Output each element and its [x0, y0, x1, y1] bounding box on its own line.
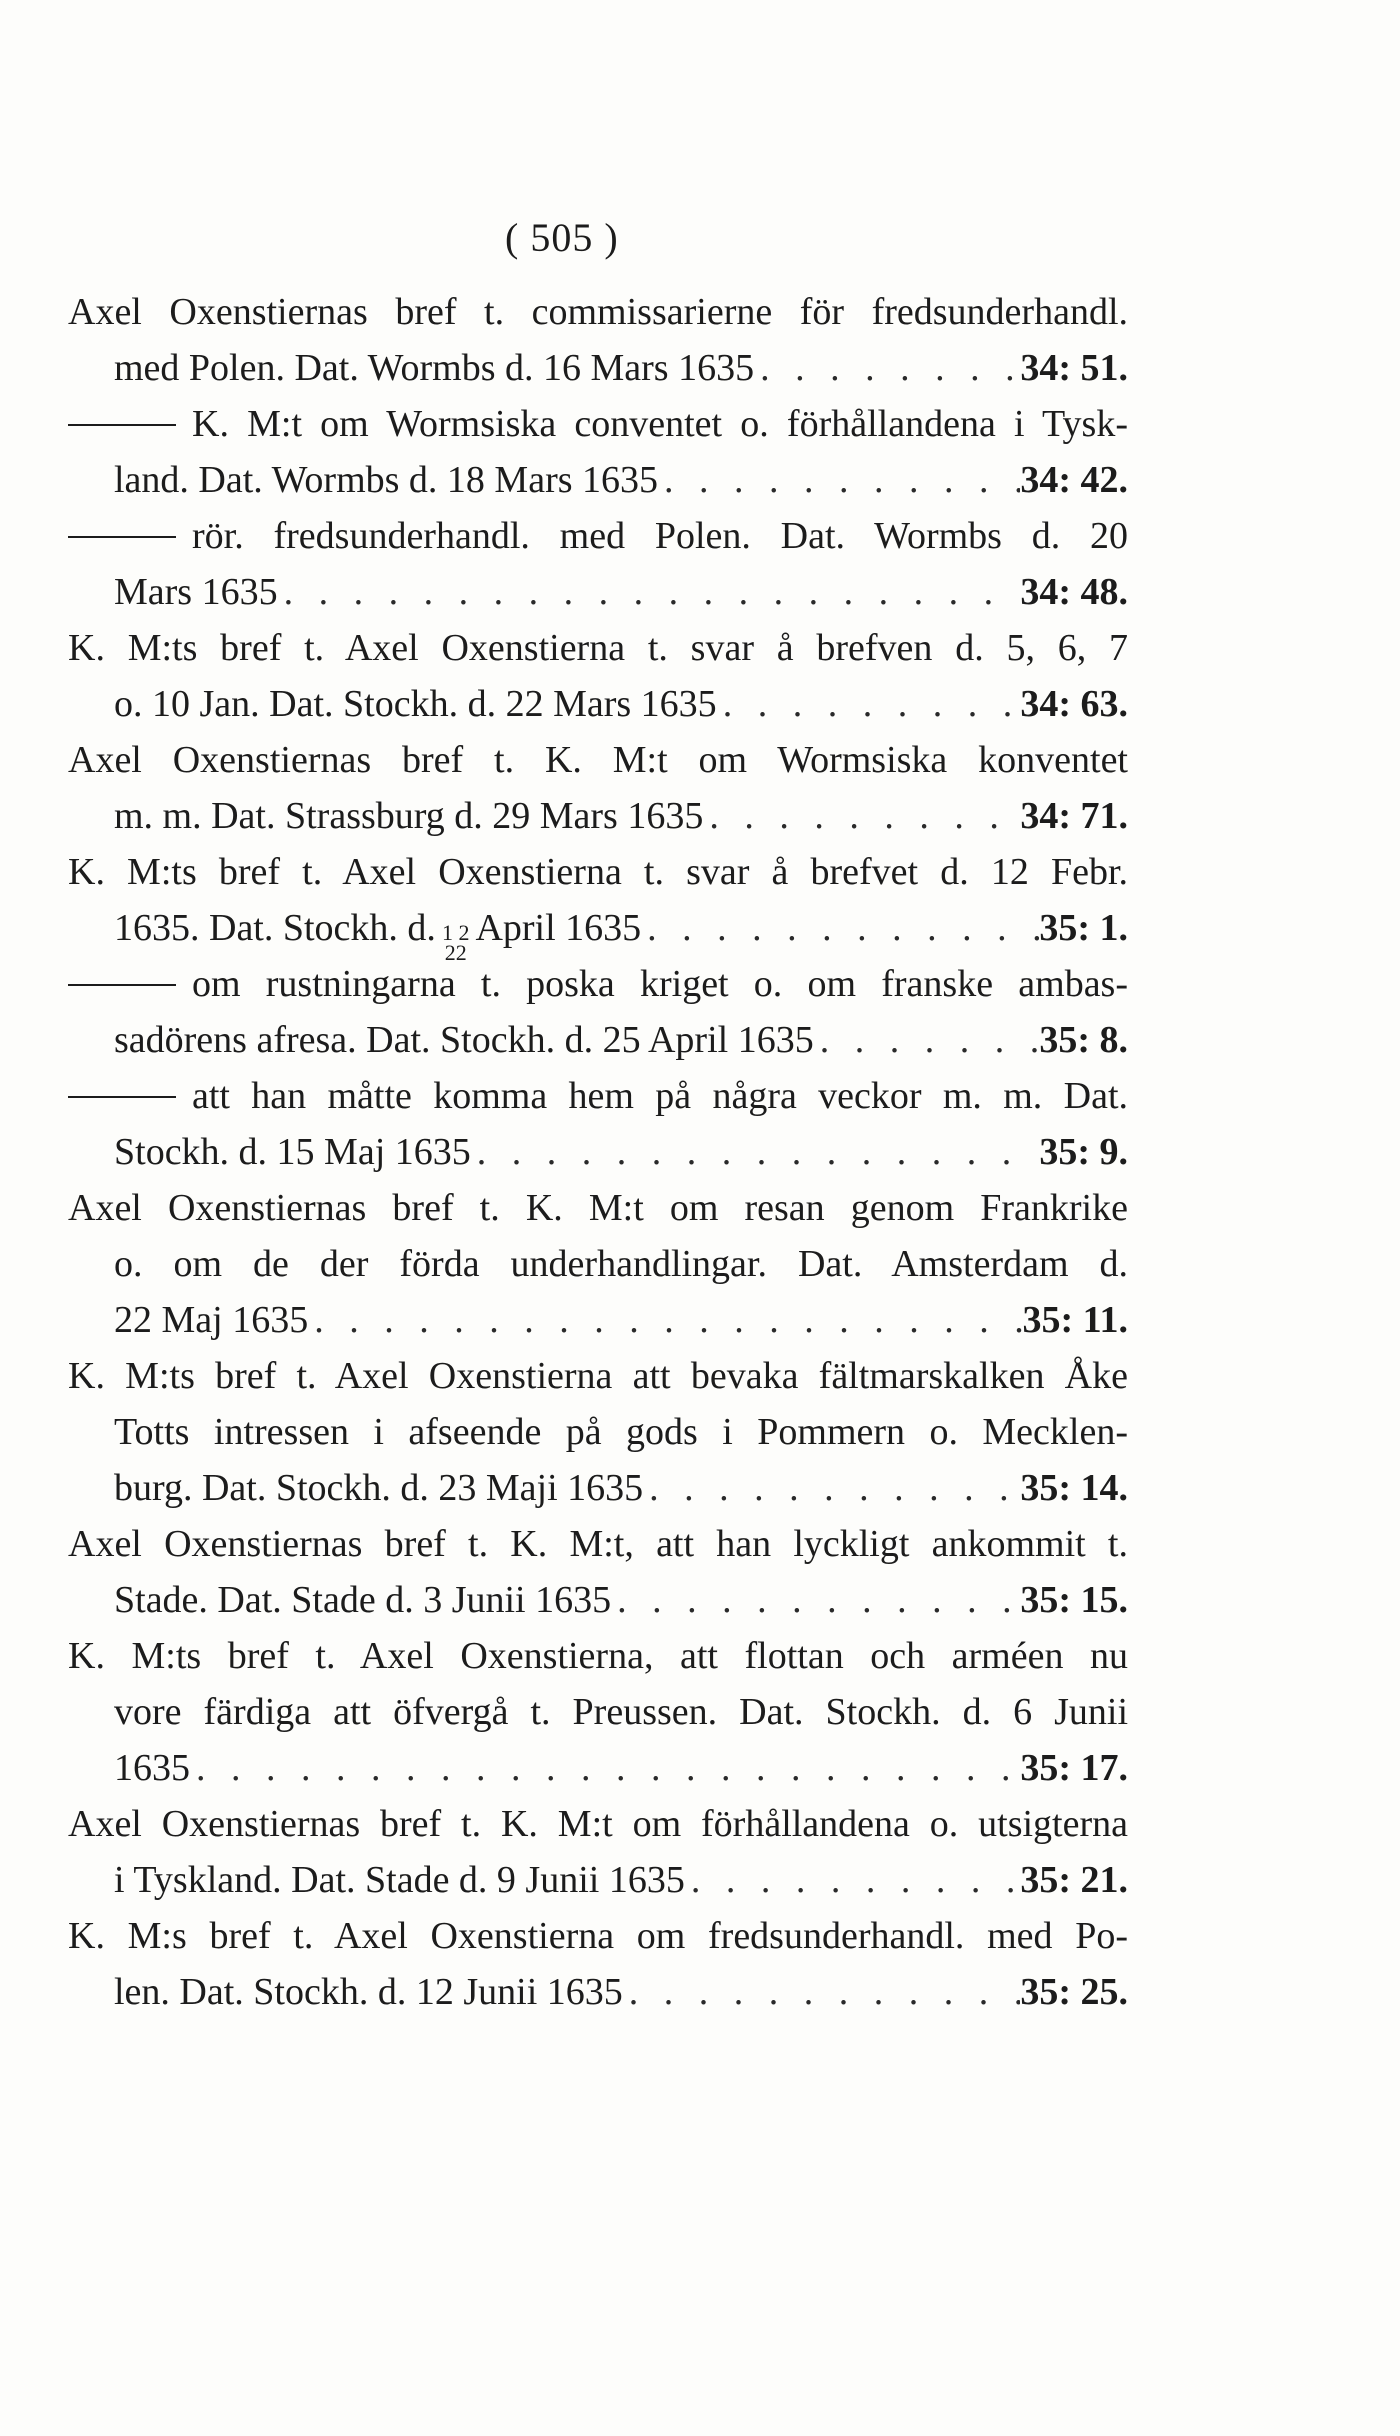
entry-text: Mars 1635: [114, 571, 278, 613]
register-line: [68, 794, 1128, 850]
entry-text: K. M:ts bref t. Axel Oxenstierna att bevaka fältmarskalken Åke: [68, 1355, 1128, 1397]
fraction-bottom: 22: [444, 940, 467, 962]
page-reference: 35: 9.: [1039, 1131, 1128, 1173]
page-reference: 35: 14.: [1020, 1467, 1128, 1509]
dot-leader: [703, 794, 1020, 838]
dot-leader: [308, 1298, 1022, 1342]
page-reference: 35: 25.: [1020, 1971, 1128, 2013]
register-line: [68, 1410, 1128, 1466]
register-line: [68, 570, 1128, 626]
entry-text: Totts intressen i afseende på gods i Pommern o. Mecklen-: [114, 1411, 1128, 1453]
register-line: [68, 1466, 1128, 1522]
register-line: [68, 1690, 1128, 1746]
entry-text: 22 Maj 1635: [114, 1299, 309, 1341]
page-reference: 34: 63.: [1020, 683, 1128, 725]
date-fraction: [441, 920, 470, 962]
entry-text: Axel Oxenstiernas bref t. K. M:t om Wormsiska konventet: [68, 739, 1128, 781]
register-line: [68, 346, 1128, 402]
page-reference: 35: 1.: [1039, 907, 1128, 949]
page-reference: 34: 71.: [1020, 795, 1128, 837]
register-line: [68, 626, 1128, 682]
dot-leader: [611, 1578, 1020, 1622]
entry-text: K. M:ts bref t. Axel Oxenstierna, att flottan och arméen nu: [68, 1635, 1128, 1677]
ditto-dash: [68, 984, 176, 986]
register-line: [68, 402, 1128, 458]
entry-text: Axel Oxenstiernas bref t. commissarierne för fredsunderhandl.: [68, 291, 1128, 333]
register-entries: [68, 290, 1128, 2026]
page-number: ( 505 ): [505, 215, 619, 260]
page-reference: 34: 42.: [1020, 459, 1128, 501]
fraction-top: 1 2: [441, 920, 470, 945]
register-line: [68, 1578, 1128, 1634]
register-line: [68, 1802, 1128, 1858]
register-line: [68, 1186, 1128, 1242]
register-line: [68, 290, 1128, 346]
register-line: [68, 1970, 1128, 2026]
entry-text: len. Dat. Stockh. d. 12 Junii 1635: [114, 1971, 623, 2013]
dot-leader: [658, 458, 1020, 502]
entry-text: Axel Oxenstiernas bref t. K. M:t, att han lyckligt ankommit t.: [68, 1523, 1128, 1565]
dot-leader: [643, 1466, 1020, 1510]
entry-text: land. Dat. Wormbs d. 18 Mars 1635: [114, 459, 659, 501]
ditto-dash: [68, 536, 176, 538]
dot-leader: [623, 1970, 1021, 2014]
dot-leader: [754, 346, 1020, 390]
entry-text: Stockh. d. 15 Maj 1635: [114, 1131, 471, 1173]
dot-leader: [471, 1130, 1040, 1174]
register-line: [68, 1746, 1128, 1802]
page-reference: 35: 15.: [1020, 1579, 1128, 1621]
entry-text: o. om de der förda underhandlingar. Dat. Amsterdam d.: [114, 1243, 1128, 1285]
entry-text: 1635: [114, 1747, 190, 1789]
dot-leader: [717, 682, 1021, 726]
register-line: [68, 1634, 1128, 1690]
register-line: [68, 1242, 1128, 1298]
dot-leader: [190, 1746, 1020, 1790]
dot-leader: [685, 1858, 1021, 1902]
entry-text: burg. Dat. Stockh. d. 23 Maji 1635: [114, 1467, 644, 1509]
register-line: [68, 1354, 1128, 1410]
entry-text: m. m. Dat. Strassburg d. 29 Mars 1635: [114, 795, 704, 837]
entry-text: Axel Oxenstiernas bref t. K. M:t om förhållandena o. utsigterna: [68, 1803, 1128, 1845]
entry-text: sadörens afresa. Dat. Stockh. d. 25 April 1635: [114, 1019, 814, 1061]
register-line: [68, 850, 1128, 906]
entry-text: K. M:s bref t. Axel Oxenstierna om fredsunderhandl. med Po-: [68, 1915, 1128, 1957]
entry-text: att han måtte komma hem på några veckor m. m. Dat.: [192, 1075, 1128, 1117]
entry-text: vore färdiga att öfvergå t. Preussen. Dat. Stockh. d. 6 Junii: [114, 1691, 1128, 1733]
register-line: [68, 962, 1128, 1018]
register-line: [68, 1914, 1128, 1970]
dot-leader: [814, 1018, 1040, 1062]
entry-text: i Tyskland. Dat. Stade d. 9 Junii 1635: [114, 1859, 685, 1901]
register-line: [68, 458, 1128, 514]
page-reference: 35: 11.: [1022, 1299, 1128, 1341]
register-line: [68, 906, 1128, 962]
page-reference: 35: 8.: [1039, 1019, 1128, 1061]
register-line: [68, 514, 1128, 570]
ditto-dash: [68, 1096, 176, 1098]
entry-text: med Polen. Dat. Wormbs d. 16 Mars 1635: [114, 347, 755, 389]
page-reference: 35: 21.: [1020, 1859, 1128, 1901]
register-line: [68, 682, 1128, 738]
entry-text: o. 10 Jan. Dat. Stockh. d. 22 Mars 1635: [114, 683, 717, 725]
page-reference: 34: 48.: [1020, 571, 1128, 613]
entry-text: om rustningarna t. poska kriget o. om franske ambas-: [192, 963, 1128, 1005]
entry-text: Axel Oxenstiernas bref t. K. M:t om resan genom Frankrike: [68, 1187, 1128, 1229]
register-line: [68, 1858, 1128, 1914]
entry-text: Stade. Dat. Stade d. 3 Junii 1635: [114, 1579, 612, 1621]
page-reference: 34: 51.: [1020, 347, 1128, 389]
dot-leader: [278, 570, 1021, 614]
entry-text: rör. fredsunderhandl. med Polen. Dat. Wormbs d. 20: [192, 515, 1128, 557]
ditto-dash: [68, 424, 176, 426]
entry-text: K. M:ts bref t. Axel Oxenstierna t. svar å brefven d. 5, 6, 7: [68, 627, 1128, 669]
page-reference: 35: 17.: [1020, 1747, 1128, 1789]
register-line: [68, 1130, 1128, 1186]
register-line: [68, 1074, 1128, 1130]
dot-leader: [641, 906, 1039, 950]
entry-text: April 1635: [475, 907, 642, 949]
entry-text: K. M:t om Wormsiska conventet o. förhållandena i Tysk-: [192, 403, 1128, 445]
register-line: [68, 738, 1128, 794]
entry-text: K. M:ts bref t. Axel Oxenstierna t. svar å brefvet d. 12 Febr.: [68, 851, 1128, 893]
register-line: [68, 1298, 1128, 1354]
entry-text: 1635. Dat. Stockh. d.: [114, 907, 436, 949]
register-line: [68, 1018, 1128, 1074]
register-line: [68, 1522, 1128, 1578]
